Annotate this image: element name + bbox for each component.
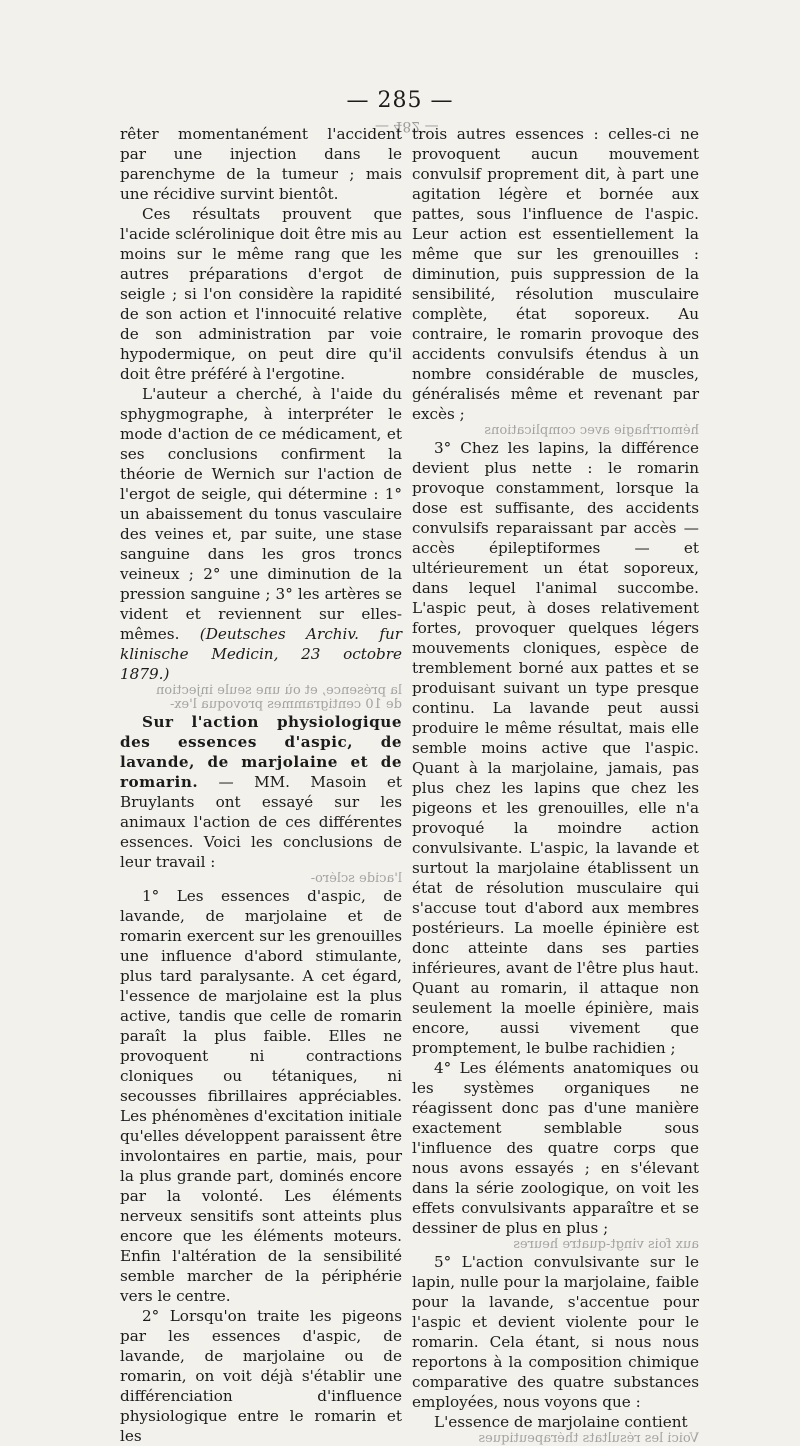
paragraph-results: Ces résultats prouvent que l'acide sclérolinique doit être mis au moins sur le même rang que les autres préparations d'ergot de seigle ; si l'on considère la rapidité de son action et l'innocuité relative de son administration par voie hypodermique, on peut dire qu'il doit être préféré à l'ergotine.: [120, 205, 402, 383]
paragraph-point-3: 3° Chez les lapins, la différence devient plus nette : le romarin provoque constamment, lorsque la dose est suffisante, des accidents convulsifs reparaissant par accès — accès épileptiformes — et ultérieurement un état soporeux, dans lequel l'animal succombe. L'aspic peut, à doses relativement fortes, provoquer quelques légers mouvements cloniques, espèce de tremblement borné aux pattes et se produisant suivant un type presque continu. La lavande peut aussi produire le même résultat, mais elle semble moins active que l'aspic. Quant à la marjolaine, jamais, pas plus chez les lapins que chez les pigeons et les grenouilles, elle n'a provoqué la moindre action convulsivante. L'aspic, la lavande et surtout la marjolaine établissent un état de résolution musculaire qui s'accuse tout d'abord aux membres postérieurs. La moelle épinière est donc atteinte dans ses parties inférieures, avant de l'être plus haut. Quant au romarin, il attaque non seulement la moelle épinière, mais encore, aussi vivement que promptement, le bulbe rachidien ;: [412, 439, 699, 1057]
paragraph-author-text: L'auteur a cherché, à l'aide du sphygmographe, à interpréter le mode d'action de ce médicament, et ses conclusions confirment la théorie de Wernich sur l'action de l'ergot de seigle, qui détermine : 1° un abaissement du tonus vasculaire des veines et, par suite, une stase sanguine dans les gros troncs veineux ; 2° une diminution de la pression sanguine ; 3° les artères se vident et reviennent sur elles-mêmes.: [120, 385, 402, 643]
left-column: [120, 124, 402, 1446]
bleed-through-line: la présence, et où une seule injection: [155, 684, 402, 698]
bleed-through-line: aux fois vingt-quatre heures: [513, 1238, 699, 1252]
paragraph-final: L'essence de marjolaine contient: [434, 1413, 688, 1431]
bleed-through-line: Voici les résultats thérapeutiques: [478, 1432, 699, 1446]
paragraph-author: [120, 384, 402, 684]
section-intro: — MM. Masoin et Bruylants ont essayé sur les animaux l'action de ces différentes essences. Voici les conclusions de leur travail :: [120, 773, 402, 871]
section-paragraph: [120, 712, 402, 872]
page-number: — 285 —: [346, 88, 454, 113]
section-heading: Sur l'action physiologique des essences d'aspic, de lavande, de marjolaine et de romarin.: [120, 713, 402, 791]
right-column: [412, 124, 699, 1446]
paragraph-point-5: 5° L'action convulsivante sur le lapin, nulle pour la marjolaine, faible pour la lavande, s'accentue pour l'aspic et devient violente pour le romarin. Cela étant, si nous nous reportons à la composition chimique comparative des quatre substances employées, nous voyons que :: [412, 1253, 699, 1411]
paragraph-continuation: trois autres essences : celles-ci ne provoquent aucun mouvement convulsif proprement dit, à part une agitation légère et bornée aux pattes, sous l'influence de l'aspic. Leur action est essentiellement la même que sur les grenouilles : diminution, puis suppression de la sensibilité, résolution musculaire complète, état soporeux. Au contraire, le romarin provoque des accidents convulsifs étendus à un nombre considérable de muscles, généralisés même et revenant par excès ;: [412, 125, 699, 423]
bleed-through-line: l'acide scléro-: [310, 872, 402, 886]
paragraph-continuation: rêter momentanément l'accident par une injection dans le parenchyme de la tumeur ; mais une récidive survint bientôt.: [120, 125, 402, 203]
paragraph-point-4: 4° Les éléments anatomiques ou les systèmes organiques ne réagissent donc pas d'une manière exactement semblable sous l'influence des quatre corps que nous avons essayés ; en s'élevant dans la série zoologique, on voit les effets convulsivants apparaître et se dessiner de plus en plus ;: [412, 1059, 699, 1237]
paragraph-point-1: 1° Les essences d'aspic, de lavande, de marjolaine et de romarin exercent sur les grenouilles une influence d'abord stimulante, plus tard paralysante. A cet égard, l'essence de marjolaine est la plus active, tandis que celle de romarin paraît la plus faible. Elles ne provoquent ni contractions cloniques ou tétaniques, ni secousses fibrillaires appréciables. Les phénomènes d'excitation initiale qu'elles développent paraissent être involontaires en partie, mais, pour la plus grande part, dominés encore par la volonté. Les éléments nerveux sensitifs sont atteints plus encore que les éléments moteurs. Enfin l'altération de la sensibilité semble marcher de la périphérie vers le centre.: [120, 887, 402, 1305]
bleed-through-line: hémorrhagie avec complications: [484, 424, 699, 438]
citation: (Deutsches Archiv. fur klinische Medicin, 23 octobre 1879.): [120, 625, 402, 683]
paragraph-point-2: 2° Lorsqu'on traite les pigeons par les essences d'aspic, de lavande, de marjolaine ou de romarin, on voit déjà s'établir une différenciation d'influence physiologique entre le romarin et les: [120, 1307, 402, 1445]
bleed-through-page-number: — 482 —: [375, 118, 439, 134]
bleed-through-line: de 10 centigrammes provoqua l'ex-: [169, 698, 402, 712]
